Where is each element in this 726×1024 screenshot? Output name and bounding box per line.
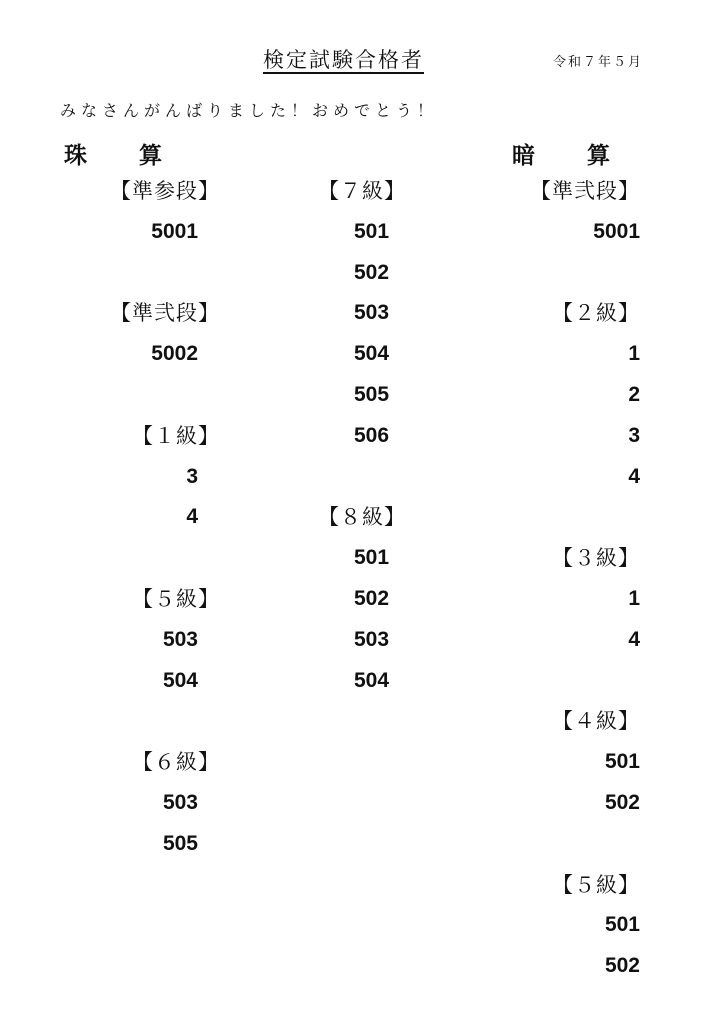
examinee-number: 4 [628,627,640,651]
examinee-number: 503 [354,627,390,651]
list-spacer [262,457,422,498]
grade-label: 【７級】 [318,179,406,203]
list-spacer [492,253,640,294]
grade-label: 【４級】 [552,709,640,734]
grade-label: 【２級】 [552,301,640,326]
grade-label: 【１級】 [132,423,220,448]
examinee-number: 502 [604,790,640,814]
examinee-number: 503 [162,627,198,651]
grade-label: 【準弐段】 [530,179,640,203]
grade-label: 【６級】 [132,750,220,775]
examinee-number: 4 [186,505,198,529]
grade-label: 【準弐段】 [110,301,220,326]
examinee-number: 504 [354,668,390,692]
examinee-number: 3 [186,464,198,488]
examinee-number: 502 [354,586,390,610]
list-spacer [492,824,640,865]
examinee-number: 3 [628,423,640,447]
examinee-number: 5002 [151,342,198,366]
anzan-column [492,171,640,987]
grade-label: 【８級】 [318,505,406,530]
list-spacer [60,375,220,416]
list-spacer [492,661,640,702]
soroban-middle-column [262,171,422,701]
examinee-number: 504 [162,668,198,692]
examinee-number: 1 [628,342,640,366]
list-spacer [60,538,220,579]
examinee-number: 505 [162,831,198,855]
examinee-number: 503 [162,790,198,814]
examinee-number: 504 [354,342,390,366]
soroban-left-column [60,171,220,865]
examinee-number: 501 [354,546,390,570]
list-spacer [60,253,220,294]
examinee-number: 4 [628,464,640,488]
examinee-number: 5001 [151,219,198,243]
grade-label: 【３級】 [552,546,640,571]
list-spacer [492,497,640,538]
examinee-number: 501 [604,750,640,774]
list-spacer [60,701,220,742]
congratulations-message: みなさんがんばりました！おめでとう！ [60,101,439,120]
examinee-number: 502 [354,260,390,284]
examinee-number: 1 [628,586,640,610]
grade-label: 【５級】 [132,586,220,611]
examinee-number: 501 [604,913,640,937]
examinee-number: 506 [354,423,390,447]
issue-date: 令和７年５月 [553,55,644,70]
examinee-number: 5001 [593,219,640,243]
page-title: 検定試験合格者 [263,48,424,72]
grade-label: 【準参段】 [110,179,220,203]
examinee-number: 505 [354,382,390,406]
anzan-heading: 暗 算 [512,143,633,169]
examinee-number: 503 [354,301,390,325]
grade-label: 【５級】 [552,872,640,897]
examinee-number: 2 [628,382,640,406]
examinee-number: 502 [604,954,640,978]
examinee-number: 501 [354,219,390,243]
soroban-heading: 珠 算 [64,143,185,169]
